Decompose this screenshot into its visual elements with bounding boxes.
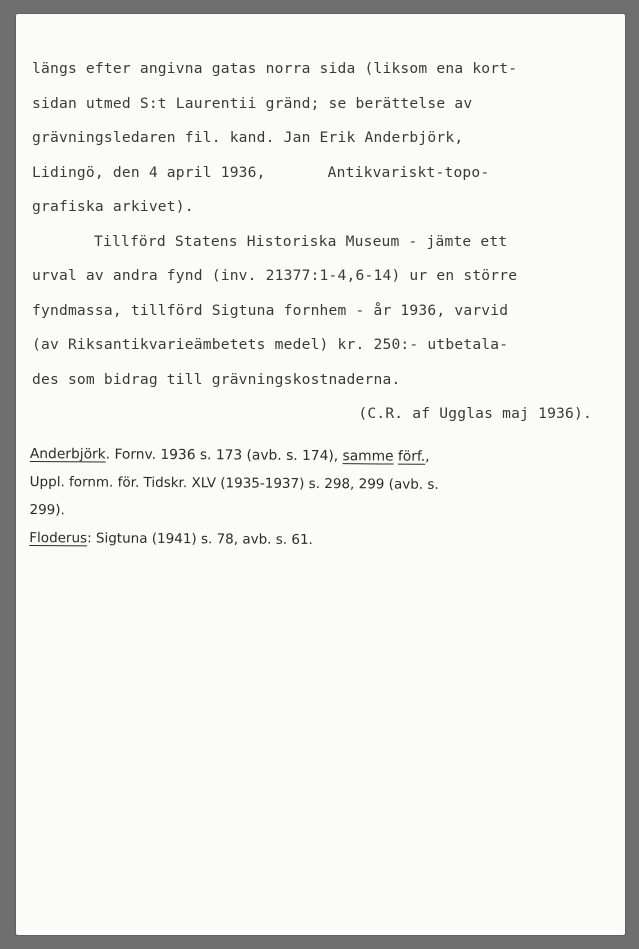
handwritten-ref-fornvannen: . Fornv. 1936 s. 173 (avb. s. 174), bbox=[105, 446, 339, 465]
handwritten-samme: samme bbox=[342, 448, 394, 465]
typed-line-4-right: Antikvariskt-topo- bbox=[327, 163, 490, 181]
typed-line-4-left: Lidingö, den 4 april 1936, bbox=[32, 163, 266, 181]
handwritten-forf: förf. bbox=[397, 448, 426, 465]
typed-line-3: grävningsledaren fil. kand. Jan Erik Anderbjörk, bbox=[32, 129, 464, 146]
typed-signature: (C.R. af Ugglas maj 1936). bbox=[358, 405, 592, 422]
handwritten-comma: , bbox=[425, 448, 430, 465]
typed-line-2: sidan utmed S:t Laurentii gränd; se berättelse av bbox=[32, 94, 473, 112]
handwritten-line-1 bbox=[30, 440, 615, 472]
typed-text-block bbox=[32, 52, 602, 432]
typed-line-5: grafiska arkivet). bbox=[32, 198, 194, 215]
typed-line-9: (av Riksantikvarieämbetets medel) kr. 250:- utbetala- bbox=[32, 336, 509, 353]
handwritten-references bbox=[29, 440, 615, 556]
handwritten-ref-sigtuna: : Sigtuna (1941) s. 78, avb. s. 61. bbox=[87, 530, 313, 548]
author-anderbjork: Anderbjörk bbox=[29, 445, 106, 463]
typed-line-8: fyndmassa, tillförd Sigtuna fornhem - år 1936, varvid bbox=[32, 301, 509, 319]
typed-line-1: längs efter angivna gatas norra sida (liksom ena kort- bbox=[32, 60, 518, 77]
author-floderus: Floderus bbox=[29, 529, 88, 547]
typed-line-7: urval av andra fynd (inv. 21377:1-4,6-14) ur en större bbox=[32, 267, 518, 284]
handwritten-line-2: Uppl. fornm. för. Tidskr. XLV (1935-1937) s. 298, 299 (avb. s. bbox=[29, 473, 439, 493]
typed-line-6: Tillförd Statens Historiska Museum - jämte ett bbox=[94, 232, 508, 250]
handwritten-line-3: 299). bbox=[29, 501, 65, 519]
typed-line-4 bbox=[32, 156, 602, 191]
typed-line-10: des som bidrag till grävningskostnaderna. bbox=[32, 370, 401, 388]
handwritten-line-4 bbox=[29, 524, 614, 556]
